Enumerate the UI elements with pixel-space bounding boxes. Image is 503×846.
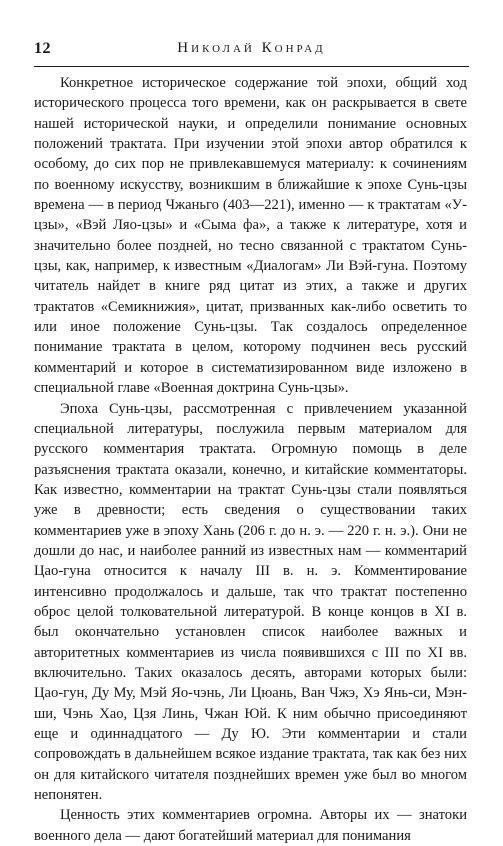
- paragraph: Конкретное историческое содержание той эпохи, общий ход исторического процесса того времени, как он раскрывается в свете нашей исторической науки, и определили понимание основных положений трактата. При изучении этой эпохи автор обратился к особому, до сих пор не привлекавшемуся материалу: к сочинениям по военному искусству, возникшим в ближайшие к эпохе Сунь-цзы времена — в период Чжаньго (403—221), именно — к трактатам «У-цзы», «Вэй Ляо-цзы» и «Сыма фа», а также к литературе, хотя и значительно более поздней, но тесно связанной с трактатом Сунь-цзы, как, например, к известным «Диалогам» Ли Вэй-гуна. Поэтому читатель найдет в книге ряд цитат из этих, а также и других трактатов «Семикнижия», цитат, призванных как-либо осветить то или иное положение Сунь-цзы. Так создалось определенное понимание трактата в целом, которому подчинен весь русский комментарий и которое в систематизированном виде изложено в специальной главе «Военная доктрина Сунь-цзы».: [34, 75, 467, 397]
- paragraph: Ценность этих комментариев огромна. Авторы их — знатоки военного дела — дают богатейший материал для понимания: [34, 807, 467, 844]
- page-header: [34, 38, 469, 64]
- header-rule: [34, 66, 469, 67]
- body-text: [34, 73, 467, 846]
- running-title: Николай Конрад: [177, 40, 326, 56]
- page-number: 12: [34, 40, 51, 57]
- paragraph: Эпоха Сунь-цзы, рассмотренная с привлечением указанной специальной литературы, послужила первым материалом для русского комментария трактата. Огромную помощь в деле разъяснения трактата оказали, конечно, и китайские комментаторы. Как известно, комментарии на трактат Сунь-цзы стали появляться уже в древности; есть сведения о существовании таких комментариев уже в эпоху Хань (206 г. до н. э. — 220 г. н. э.). Они не дошли до нас, и наиболее ранний из известных нам — комментарий Цао-гуна относится к началу III в. н. э. Комментирование интенсивно продолжалось и дальше, так что трактат постепенно оброс целой толковательной литературой. В конце концов в XI в. был окончательно установлен список наиболее важных и авторитетных комментариев из числа появившихся с III по XI вв. включительно. Таких оказалось десять, авторами которых были: Цао-гун, Ду Му, Мэй Яо-чэнь, Ли Цюань, Ван Чжэ, Хэ Янь-си, Мэн-ши, Чэнь Хао, Цзя Линь, Чжан Юй. К ним обычно присоединяют еще и одиннадцатого — Ду Ю. Эти комментарии и стали сопровождать в дальнейшем всякое издание трактата, так как без них он для китайского читателя позднейших времен уже был во многом непонятен.: [34, 400, 467, 804]
